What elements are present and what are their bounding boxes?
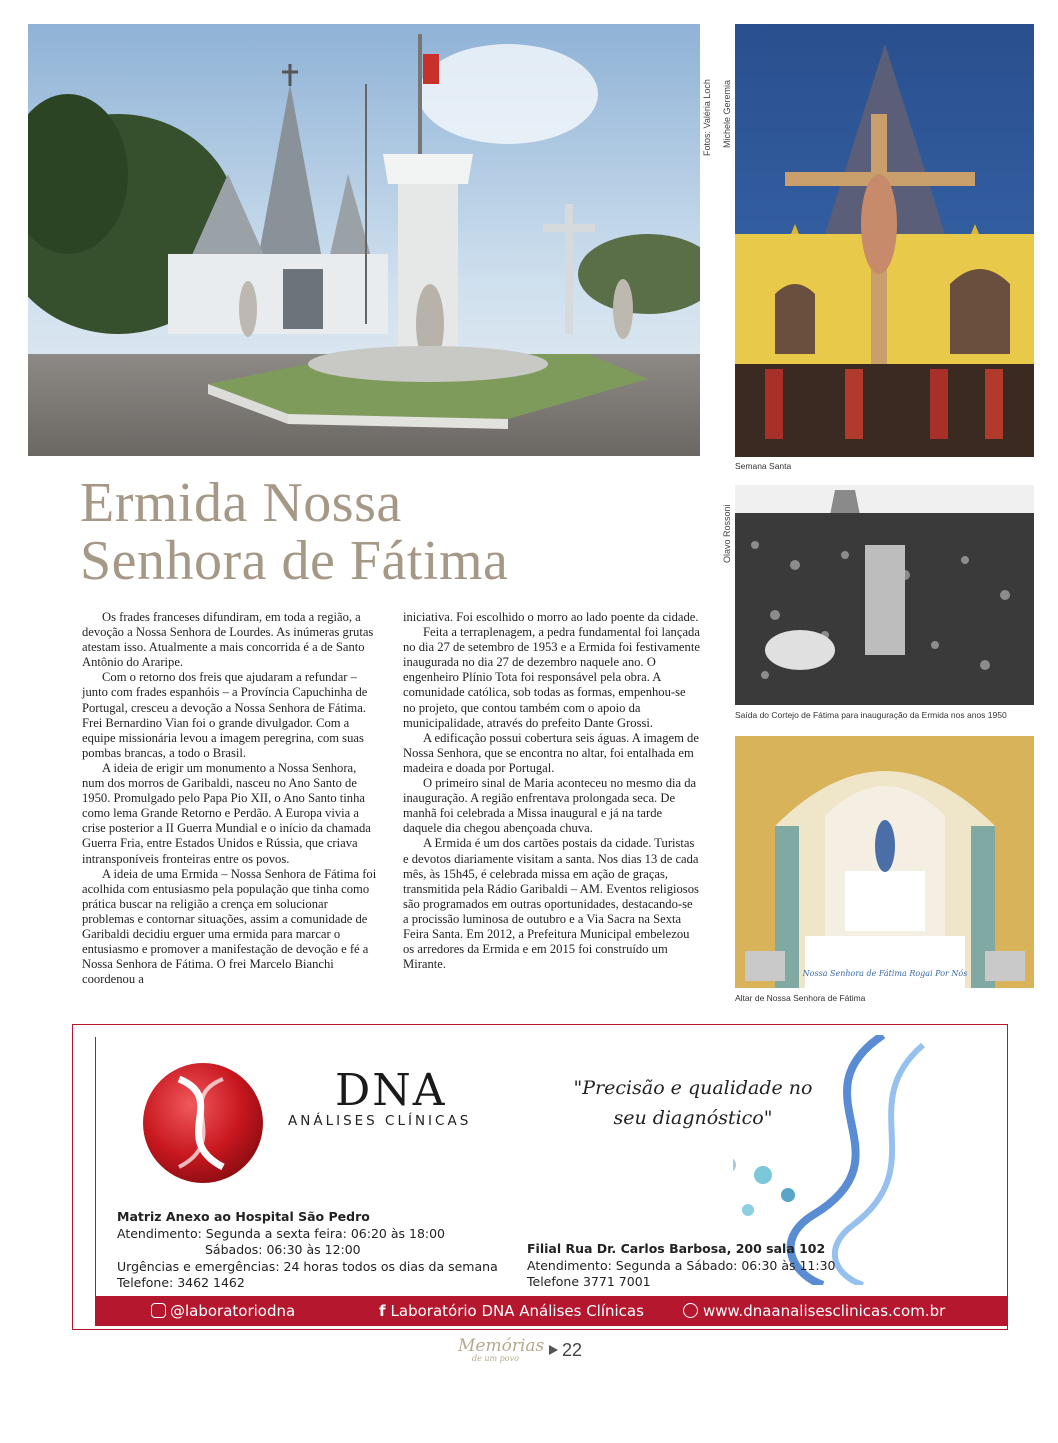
memorias-logo-sub: de um povo	[472, 1354, 519, 1363]
matriz-line: Urgências e emergências: 24 horas todos os dias da semana	[117, 1258, 498, 1274]
instagram-link[interactable]: @laboratoriodna	[151, 1302, 295, 1320]
globe-icon	[683, 1303, 698, 1318]
paragraph: Os frades franceses difundiram, em toda a região, a devoção a Nossa Senhora de Lourdes. As inúmeras grutas atestam isso. Atualmente a mais concorrida é a de Santo Antônio do Araripe.	[82, 610, 374, 670]
semana-santa-caption: Semana Santa	[735, 461, 792, 471]
facebook-link[interactable]: f Laboratório DNA Análises Clínicas	[379, 1302, 644, 1320]
matriz-title: Matriz Anexo ao Hospital São Pedro	[117, 1209, 370, 1224]
article-title	[80, 474, 700, 590]
paragraph: iniciativa. Foi escolhido o morro ao lado poente da cidade.	[403, 610, 699, 624]
filial-info	[527, 1241, 836, 1291]
cortejo-credit: Olavo Rossoni	[722, 504, 732, 563]
semana-santa-credit: Michele Geremia	[722, 79, 732, 148]
paragraph: A edificação possui cobertura seis águas. A imagem de Nossa Senhora, que se encontra no altar, foi entalhada em madeira e doada por Portugal.	[403, 730, 699, 775]
ad-left-rule	[95, 1037, 96, 1297]
title-line-2: Senhora de Fátima	[80, 530, 509, 592]
facebook-icon: f	[379, 1302, 386, 1320]
paragraph: A ideia de erigir um monumento a Nossa Senhora, num dos morros de Garibaldi, nasceu no Ano Santo de 1950. Promulgado pelo Papa Pio XII, o Ano Santo tinha como lema Grande Retorno e Perdão. A Europa vivia a crise posterior a II Guerra Mundial e o início da chamada Guerra Fria, entre Estados Unidos e Rússia, que criava intransponíveis fronteiras entre os povos.	[82, 760, 371, 866]
website-link[interactable]: www.dnaanalisesclinicas.com.br	[683, 1302, 945, 1320]
paragraph: A Ermida é um dos cartões postais da cidade. Turistas e devotos diariamente visitam a santa. Nos dias 13 de cada mês, às 15h45, é celebrada missa em ação de graças, transmitida pela Rádio Garibaldi – AM. Eventos religiosos são programados em outras oportunidades, destacando-se a procissão luminosa de outubro e a Via Sacra na Sexta Feira Santa. Em 2012, a Prefeitura Municipal embelezou os arredores da Ermida e em 2015 foi construído um Mirante.	[403, 836, 699, 972]
cortejo-photo	[735, 485, 1034, 705]
cortejo-caption: Saída do Cortejo de Fátima para inauguração da Ermida nos anos 1950	[735, 710, 1007, 720]
page-number: 22	[562, 1340, 583, 1360]
matriz-info	[117, 1209, 498, 1292]
matriz-line: Telefone: 3462 1462	[117, 1275, 245, 1290]
ad-slogan	[543, 1073, 843, 1133]
matriz-line: Sábados: 06:30 às 12:00	[205, 1242, 361, 1257]
ad-slogan-line-2: seu diagnóstico"	[613, 1107, 773, 1129]
main-photo-credit: Fotos: Valéria Loch	[702, 79, 712, 156]
paragraph: O primeiro sinal de Maria aconteceu no mesmo dia da inauguração. A região enfrentava prolongada seca. De manhã foi celebrada a Missa inaugural e já na tarde daquele dia chegou abençoada chuva.	[403, 776, 697, 836]
semana-santa-photo	[735, 24, 1034, 457]
article-column-2	[403, 610, 701, 972]
altar-caption: Altar de Nossa Senhora de Fátima	[735, 993, 866, 1003]
paragraph: A ideia de uma Ermida – Nossa Senhora de Fátima foi acolhida com entusiasmo pela população que tinha como prática buscar na religião a crença em solucionar problemas e contornar situações, assim a comunidade de Garibaldi decidiu erguer uma ermida para marcar o entusiasmo e promover a manifestação de devoção e fé a Nossa Senhora de Fátima. O frei Marcelo Bianchi coordenou a	[82, 866, 377, 987]
page-arrow-icon	[549, 1345, 558, 1355]
altar-banner-text: Nossa Senhora de Fátima Rogai Por Nós	[802, 969, 968, 978]
paragraph: Com o retorno dos freis que ajudaram a refundar – junto com frades espanhóis – a Província Capuchinha de Portugal, cresceu a devoção a Nossa Senhora de Fátima. Frei Bernardino Vian foi o grande divulgador. Com a equipe missionária levou a imagem peregrina, com suas pombas brancas, a todo o Brasil.	[82, 670, 368, 760]
ad-contact-bar	[95, 1296, 1007, 1326]
title-line-1: Ermida Nossa	[80, 472, 402, 534]
filial-title: Filial Rua Dr. Carlos Barbosa, 200 sala 102	[527, 1241, 826, 1256]
dna-logo-icon	[139, 1059, 267, 1187]
altar-photo	[735, 736, 1034, 988]
ad-slogan-line-1: "Precisão e qualidade no	[573, 1077, 813, 1099]
matriz-line: Atendimento: Segunda a sexta feira: 06:20 às 18:00	[117, 1225, 446, 1241]
main-photo-ermida	[28, 24, 700, 456]
dna-brand: DNA	[335, 1065, 447, 1116]
paragraph: Feita a terraplenagem, a pedra fundamental foi lançada no dia 27 de setembro de 1953 e a Ermida foi festivamente inaugurada no dia 27 de dezembro naquele ano. O engenheiro Plínio Tota foi responsável pela obra. A comunidade católica, sob todas as formas, empenhou-se no projeto, que contou também com o apoio da municipalidade, através do prefeito Dante Grossi.	[403, 625, 700, 730]
filial-line: Telefone 3771 7001	[527, 1274, 651, 1289]
dna-advertisement	[72, 1024, 1008, 1330]
article-column-1	[82, 610, 380, 987]
filial-line: Atendimento: Segunda a Sábado: 06:30 às 11:30	[527, 1257, 836, 1273]
memorias-logo-text: Memórias	[458, 1336, 545, 1356]
memorias-logo	[458, 1336, 545, 1363]
instagram-icon	[151, 1303, 166, 1318]
dna-brand-sub: ANÁLISES CLÍNICAS	[288, 1113, 472, 1129]
